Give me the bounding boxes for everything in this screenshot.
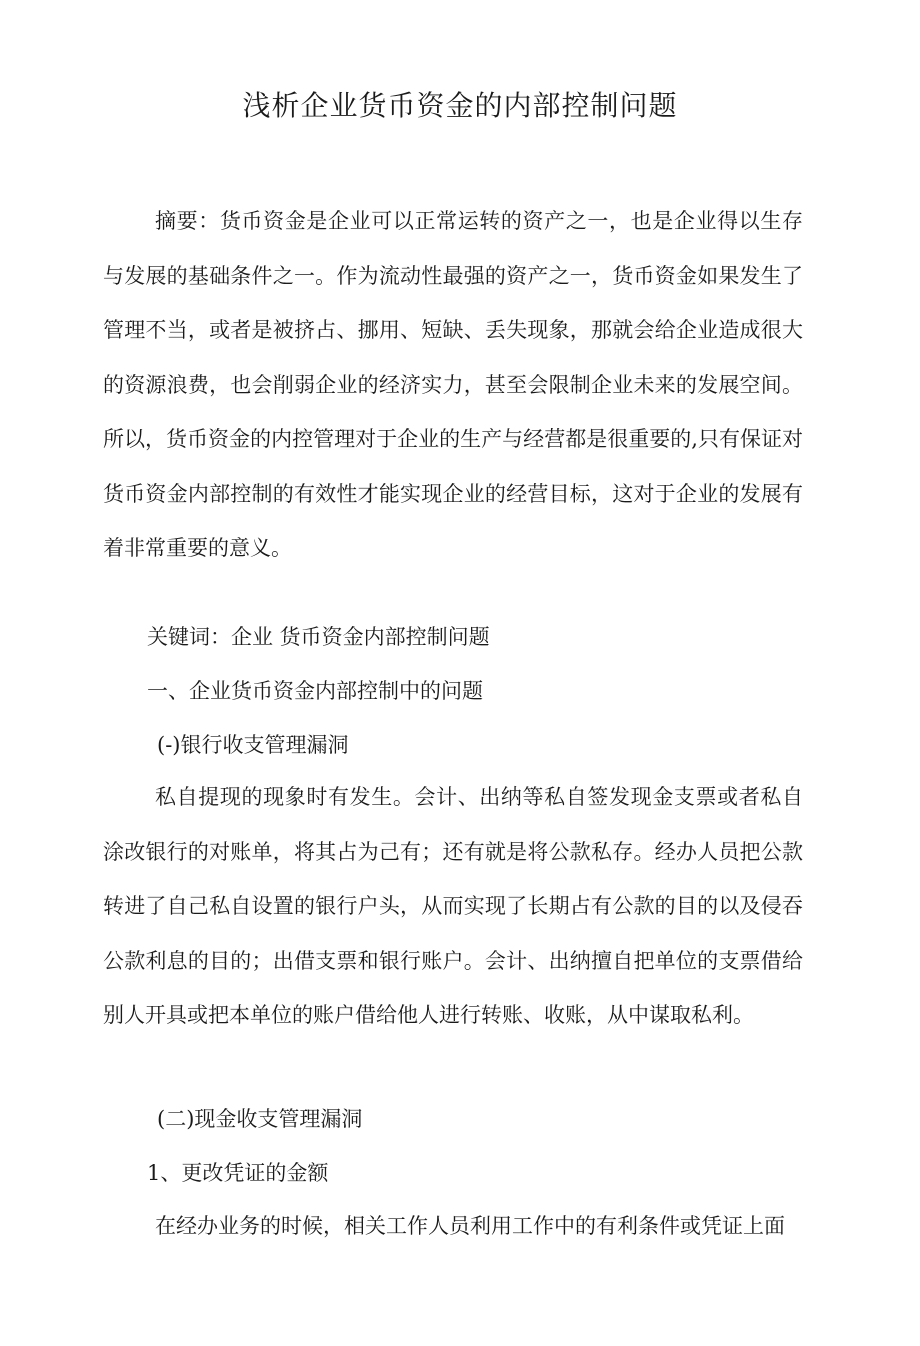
keywords-line: 关键词：企业 货币资金内部控制问题 xyxy=(147,625,490,649)
item-heading: 1、更改凭证的金额 xyxy=(147,1161,329,1185)
item-paragraph: 在经办业务的时候，相关工作人员利用工作中的有利条件或凭证上面 xyxy=(155,1214,785,1238)
document-title: 浅析企业货币资金的内部控制问题 xyxy=(242,89,678,122)
subsection-heading-cash: (二)现金收支管理漏洞 xyxy=(157,1107,363,1131)
section-heading: 一、企业货币资金内部控制中的问题 xyxy=(147,679,483,703)
subsection-heading-bank: (-)银行收支管理漏洞 xyxy=(157,733,349,757)
abstract-paragraph: 摘要：货币资金是企业可以正常运转的资产之一，也是企业得以生存与发展的基础条件之一。作为流动性最强的资产之一，货币资金如果发生了管理不当，或者是被挤占、挪用、短缺、丢失现象，那就会给企业造成很大的资源浪费，也会削弱企业的经济实力，甚至会限制企业未来的发展空间。所以，货币资金的内控管理对于企业的生产与经营都是很重要的,只有保证对货币资金内部控制的有效性才能实现企业的经营目标，这对于企业的发展有着非常重要的意义。 xyxy=(103,209,803,560)
bank-management-paragraph: 私自提现的现象时有发生。会计、出纳等私自签发现金支票或者私自涂改银行的对账单，将其占为己有；还有就是将公款私存。经办人员把公款转进了自己私自设置的银行户头，从而实现了长期占有公款的目的以及侵吞公款利息的目的；出借支票和银行账户。会计、出纳擅自把单位的支票借给别人开具或把本单位的账户借给他人进行转账、收账，从中谋取私利。 xyxy=(103,785,803,1027)
